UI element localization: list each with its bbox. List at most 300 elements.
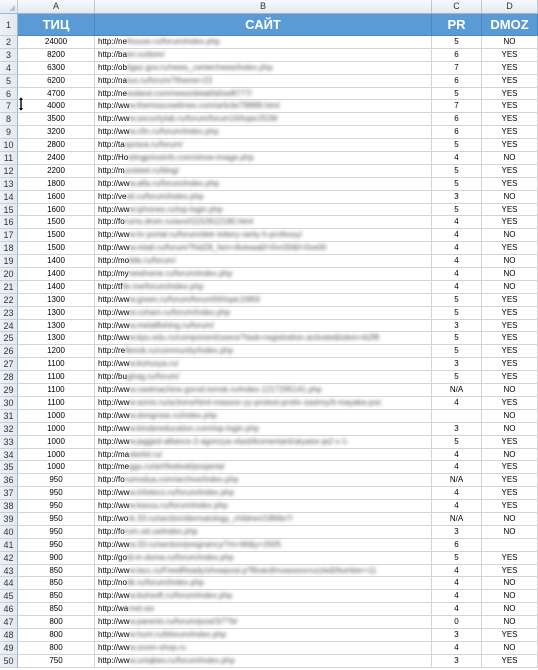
cell-site[interactable] bbox=[95, 165, 432, 178]
cell-pr[interactable]: 5 bbox=[432, 204, 482, 217]
table-row bbox=[0, 616, 538, 629]
cell-site[interactable] bbox=[95, 577, 432, 590]
cell-pr[interactable]: 4 bbox=[432, 565, 482, 578]
row-header[interactable]: 46 bbox=[0, 603, 18, 616]
table-row bbox=[0, 281, 538, 294]
cell-tic[interactable]: 1000 bbox=[18, 410, 95, 423]
cell-dmoz[interactable]: YES bbox=[482, 242, 538, 255]
cell-pr[interactable]: 4 bbox=[432, 577, 482, 590]
row-header[interactable]: 15 bbox=[0, 204, 18, 217]
cell-site[interactable] bbox=[95, 384, 432, 397]
row-header[interactable]: 26 bbox=[0, 345, 18, 358]
cell-pr[interactable]: 5 bbox=[432, 178, 482, 191]
cell-dmoz[interactable]: YES bbox=[482, 332, 538, 345]
row-header[interactable]: 36 bbox=[0, 474, 18, 487]
table-row bbox=[0, 14, 538, 36]
cell-pr[interactable]: 5 bbox=[432, 88, 482, 101]
cell-tic[interactable]: 6200 bbox=[18, 75, 95, 88]
cell-site[interactable] bbox=[95, 474, 432, 487]
url-blurred: w.hr-portal.ru/forum/detr-lottery-rarity-h-professy/ bbox=[129, 230, 303, 240]
cell-dmoz[interactable]: NO bbox=[482, 255, 538, 268]
row-header[interactable]: 43 bbox=[0, 565, 18, 578]
cell-tic[interactable]: 1500 bbox=[18, 216, 95, 229]
url-blurred: w.themoscowtimes.com/article/78888.html bbox=[129, 101, 280, 111]
row-header[interactable]: 47 bbox=[0, 616, 18, 629]
cell-dmoz[interactable]: YES bbox=[482, 345, 538, 358]
cell-dmoz[interactable]: YES bbox=[482, 358, 538, 371]
cell-site[interactable] bbox=[95, 139, 432, 152]
url-blurred: w.jagged-alliance-2-agonzya-vlasti/komentarii/ukyator-ja2-v-1- bbox=[129, 436, 350, 446]
cell-tic[interactable]: 1300 bbox=[18, 320, 95, 333]
cell-tic[interactable]: 4700 bbox=[18, 88, 95, 101]
cell-pr[interactable]: 4 bbox=[432, 281, 482, 294]
url-prefix: http://m bbox=[98, 165, 125, 175]
cell-pr[interactable]: 5 bbox=[432, 332, 482, 345]
cell-pr[interactable]: 4 bbox=[432, 397, 482, 410]
cell-pr[interactable]: 6 bbox=[432, 539, 482, 552]
column-header-c[interactable]: C bbox=[432, 0, 482, 13]
row-header[interactable]: 45 bbox=[0, 590, 18, 603]
cell-pr[interactable]: 4 bbox=[432, 268, 482, 281]
row-header[interactable]: 11 bbox=[0, 152, 18, 165]
row-header[interactable]: 40 bbox=[0, 526, 18, 539]
cell-tic[interactable]: 1100 bbox=[18, 397, 95, 410]
cell-tic[interactable]: 850 bbox=[18, 603, 95, 616]
cell-pr[interactable]: N/A bbox=[432, 384, 482, 397]
cell-pr[interactable]: 4 bbox=[432, 603, 482, 616]
cell-tic[interactable]: 900 bbox=[18, 552, 95, 565]
cell-tic[interactable]: 4000 bbox=[18, 100, 95, 113]
row-header[interactable]: 25 bbox=[0, 332, 18, 345]
cell-pr[interactable]: N/A bbox=[432, 474, 482, 487]
row-header[interactable]: 28 bbox=[0, 371, 18, 384]
cell-site[interactable] bbox=[95, 191, 432, 204]
cell-dmoz[interactable]: NO bbox=[482, 577, 538, 590]
cell-tic[interactable]: 750 bbox=[18, 655, 95, 668]
cell-tic[interactable]: 2200 bbox=[18, 165, 95, 178]
cell-tic[interactable]: 1300 bbox=[18, 294, 95, 307]
table-row bbox=[0, 461, 538, 474]
cell-site[interactable] bbox=[95, 307, 432, 320]
cell-dmoz[interactable]: YES bbox=[482, 178, 538, 191]
cell-pr[interactable]: 5 bbox=[432, 552, 482, 565]
table-row bbox=[0, 178, 538, 191]
cell-pr[interactable]: 5 bbox=[432, 36, 482, 49]
cell-site[interactable] bbox=[95, 616, 432, 629]
row-header[interactable]: 1 bbox=[0, 14, 18, 36]
cell-site[interactable] bbox=[95, 152, 432, 165]
row-header[interactable]: 37 bbox=[0, 487, 18, 500]
table-row bbox=[0, 204, 538, 217]
cell-dmoz[interactable]: YES bbox=[482, 371, 538, 384]
cell-dmoz[interactable]: NO bbox=[482, 449, 538, 462]
cell-pr[interactable]: 3 bbox=[432, 320, 482, 333]
table-row bbox=[0, 268, 538, 281]
cell-dmoz[interactable]: NO bbox=[482, 513, 538, 526]
cell-dmoz[interactable]: YES bbox=[482, 500, 538, 513]
cell-tic[interactable]: 1300 bbox=[18, 332, 95, 345]
row-header[interactable]: 14 bbox=[0, 191, 18, 204]
cell-dmoz[interactable]: NO bbox=[482, 384, 538, 397]
cell-tic[interactable]: 1600 bbox=[18, 191, 95, 204]
table-row bbox=[0, 577, 538, 590]
cell-dmoz[interactable]: YES bbox=[482, 487, 538, 500]
row-header[interactable]: 12 bbox=[0, 165, 18, 178]
cell-site[interactable] bbox=[95, 500, 432, 513]
cell-pr[interactable]: 4 bbox=[432, 255, 482, 268]
cell-tic[interactable]: 3200 bbox=[18, 126, 95, 139]
cell-site[interactable] bbox=[95, 332, 432, 345]
cell-site[interactable] bbox=[95, 178, 432, 191]
cell-site[interactable] bbox=[95, 590, 432, 603]
cell-site[interactable] bbox=[95, 100, 432, 113]
cell-tic[interactable]: 1400 bbox=[18, 281, 95, 294]
cell-site[interactable] bbox=[95, 62, 432, 75]
cell-tic[interactable]: 1800 bbox=[18, 178, 95, 191]
url-blurred: w.uniqkiev.ru/forum/index.php bbox=[129, 655, 235, 665]
cell-pr[interactable]: 7 bbox=[432, 100, 482, 113]
url-prefix: http://ma bbox=[98, 449, 130, 459]
cell-dmoz[interactable]: NO bbox=[482, 410, 538, 423]
cell-site[interactable] bbox=[95, 539, 432, 552]
select-all-button[interactable] bbox=[0, 0, 18, 13]
cell-tic[interactable]: 950 bbox=[18, 474, 95, 487]
cell-tic[interactable]: 950 bbox=[18, 487, 95, 500]
cell-tic[interactable]: 2400 bbox=[18, 152, 95, 165]
url-blurred: thouse.ru/forum/index.php bbox=[126, 37, 220, 46]
cell-dmoz[interactable]: NO bbox=[482, 590, 538, 603]
cell-pr[interactable]: 4 bbox=[432, 590, 482, 603]
cell-tic[interactable]: 3500 bbox=[18, 113, 95, 126]
url-prefix: http://ww bbox=[98, 114, 130, 124]
cell-tic[interactable]: 1500 bbox=[18, 242, 95, 255]
cell-site[interactable] bbox=[95, 345, 432, 358]
cell-site[interactable] bbox=[95, 126, 432, 139]
cell-tic[interactable]: 950 bbox=[18, 539, 95, 552]
row-header[interactable]: 22 bbox=[0, 294, 18, 307]
cell-pr[interactable]: 6 bbox=[432, 75, 482, 88]
row-header[interactable]: 23 bbox=[0, 307, 18, 320]
row-header[interactable]: 42 bbox=[0, 552, 18, 565]
row-header[interactable]: 9 bbox=[0, 126, 18, 139]
cell-site[interactable] bbox=[95, 423, 432, 436]
cell-tic[interactable]: 2800 bbox=[18, 139, 95, 152]
url-blurred: rk.33.ru/section/dermatology_children/1866e7/ bbox=[128, 513, 293, 523]
cell-dmoz[interactable]: YES bbox=[482, 307, 538, 320]
cell-dmoz[interactable]: YES bbox=[482, 49, 538, 62]
cell-pr[interactable]: 4 bbox=[432, 229, 482, 242]
url-prefix: http://ww bbox=[98, 642, 130, 652]
cell-dmoz[interactable]: YES bbox=[482, 126, 538, 139]
table-row bbox=[0, 191, 538, 204]
header-cell-tic[interactable]: ТИЦ bbox=[18, 14, 95, 36]
cell-pr[interactable]: 5 bbox=[432, 371, 482, 384]
cell-site[interactable] bbox=[95, 229, 432, 242]
cell-site[interactable] bbox=[95, 449, 432, 462]
cell-site[interactable] bbox=[95, 75, 432, 88]
row-header[interactable]: 29 bbox=[0, 384, 18, 397]
cell-tic[interactable]: 1000 bbox=[18, 436, 95, 449]
cell-tic[interactable]: 1100 bbox=[18, 371, 95, 384]
row-header[interactable]: 31 bbox=[0, 410, 18, 423]
cell-pr[interactable]: 5 bbox=[432, 139, 482, 152]
row-header[interactable]: 10 bbox=[0, 139, 18, 152]
cell-pr[interactable]: 5 bbox=[432, 165, 482, 178]
cell-dmoz[interactable]: YES bbox=[482, 629, 538, 642]
cell-pr[interactable]: 5 bbox=[432, 294, 482, 307]
cell-dmoz[interactable]: YES bbox=[482, 62, 538, 75]
url-prefix: http://mo bbox=[98, 256, 130, 266]
cell-tic[interactable]: 1200 bbox=[18, 345, 95, 358]
cell-pr[interactable]: 6 bbox=[432, 49, 482, 62]
cell-dmoz[interactable]: YES bbox=[482, 204, 538, 217]
url-blurred: w.kuhusya.ru/ bbox=[129, 359, 179, 369]
cell-site[interactable] bbox=[95, 294, 432, 307]
cell-pr[interactable]: N/A bbox=[432, 513, 482, 526]
url-prefix: http://no bbox=[98, 578, 127, 588]
cell-pr[interactable]: 4 bbox=[432, 216, 482, 229]
cell-dmoz[interactable]: YES bbox=[482, 655, 538, 668]
cell-pr[interactable]: 4 bbox=[432, 152, 482, 165]
cell-pr[interactable]: 4 bbox=[432, 642, 482, 655]
cell-pr[interactable]: 4 bbox=[432, 461, 482, 474]
cell-pr[interactable]: 4 bbox=[432, 449, 482, 462]
row-header[interactable]: 21 bbox=[0, 281, 18, 294]
cell-tic[interactable]: 850 bbox=[18, 565, 95, 578]
cell-tic[interactable]: 1000 bbox=[18, 449, 95, 462]
row-header[interactable]: 13 bbox=[0, 178, 18, 191]
cell-pr[interactable]: 6 bbox=[432, 126, 482, 139]
cell-dmoz[interactable]: NO bbox=[482, 526, 538, 539]
cell-site[interactable] bbox=[95, 642, 432, 655]
row-header[interactable]: 30 bbox=[0, 397, 18, 410]
table-row bbox=[0, 487, 538, 500]
cell-tic[interactable]: 1100 bbox=[18, 384, 95, 397]
cell-dmoz[interactable]: YES bbox=[482, 216, 538, 229]
cell-dmoz[interactable]: YES bbox=[482, 165, 538, 178]
row-header[interactable]: 39 bbox=[0, 513, 18, 526]
row-header[interactable]: 27 bbox=[0, 358, 18, 371]
cell-site[interactable] bbox=[95, 397, 432, 410]
cell-tic[interactable]: 950 bbox=[18, 513, 95, 526]
row-header[interactable]: 7 bbox=[0, 100, 18, 113]
cell-tic[interactable]: 1400 bbox=[18, 268, 95, 281]
column-header-a[interactable]: A bbox=[18, 0, 95, 13]
row-header[interactable]: 35 bbox=[0, 461, 18, 474]
cell-tic[interactable]: 24000 bbox=[18, 36, 95, 49]
cell-tic[interactable]: 6300 bbox=[18, 62, 95, 75]
row-header[interactable]: 33 bbox=[0, 436, 18, 449]
row-header[interactable]: 17 bbox=[0, 229, 18, 242]
row-header[interactable]: 16 bbox=[0, 216, 18, 229]
table-row bbox=[0, 590, 538, 603]
row-header[interactable]: 49 bbox=[0, 642, 18, 655]
cell-site[interactable] bbox=[95, 513, 432, 526]
cell-pr[interactable]: 4 bbox=[432, 487, 482, 500]
row-header[interactable]: 32 bbox=[0, 423, 18, 436]
cell-site[interactable] bbox=[95, 88, 432, 101]
cell-pr[interactable]: 4 bbox=[432, 500, 482, 513]
cell-site[interactable] bbox=[95, 436, 432, 449]
cell-pr[interactable]: 5 bbox=[432, 345, 482, 358]
cell-tic[interactable]: 1400 bbox=[18, 255, 95, 268]
cell-dmoz[interactable]: YES bbox=[482, 294, 538, 307]
row-header[interactable]: 6 bbox=[0, 88, 18, 101]
cell-dmoz[interactable]: YES bbox=[482, 320, 538, 333]
url-blurred: ld-in-doma.ru/forum/index.php bbox=[126, 552, 234, 562]
cell-site[interactable] bbox=[95, 204, 432, 217]
header-cell-dmoz[interactable]: DMOZ bbox=[482, 14, 538, 36]
cell-site[interactable] bbox=[95, 603, 432, 616]
row-header[interactable]: 44 bbox=[0, 577, 18, 590]
cell-dmoz[interactable]: NO bbox=[482, 229, 538, 242]
table-row bbox=[0, 255, 538, 268]
cell-site[interactable] bbox=[95, 565, 432, 578]
url-prefix: http://Ho bbox=[98, 153, 129, 163]
cell-site[interactable] bbox=[95, 526, 432, 539]
cell-site[interactable] bbox=[95, 113, 432, 126]
cell-site[interactable] bbox=[95, 216, 432, 229]
row-header[interactable]: 20 bbox=[0, 268, 18, 281]
cell-site[interactable] bbox=[95, 655, 432, 668]
row-header[interactable]: 18 bbox=[0, 242, 18, 255]
cell-site[interactable] bbox=[95, 242, 432, 255]
row-header[interactable]: 19 bbox=[0, 255, 18, 268]
row-header[interactable]: 34 bbox=[0, 449, 18, 462]
cell-site[interactable] bbox=[95, 552, 432, 565]
row-header[interactable]: 5 bbox=[0, 75, 18, 88]
cell-site[interactable] bbox=[95, 461, 432, 474]
cell-site[interactable] bbox=[95, 371, 432, 384]
cell-dmoz[interactable]: YES bbox=[482, 552, 538, 565]
cell-dmoz[interactable]: NO bbox=[482, 616, 538, 629]
cell-dmoz[interactable]: YES bbox=[482, 436, 538, 449]
cell-dmoz[interactable]: YES bbox=[482, 100, 538, 113]
url-blurred: tik.ru/forum/index.php bbox=[126, 578, 204, 588]
cell-dmoz[interactable]: NO bbox=[482, 423, 538, 436]
cell-tic[interactable]: 1300 bbox=[18, 307, 95, 320]
cell-dmoz[interactable]: YES bbox=[482, 139, 538, 152]
cell-site[interactable] bbox=[95, 410, 432, 423]
cell-tic[interactable]: 950 bbox=[18, 526, 95, 539]
row-header[interactable]: 38 bbox=[0, 500, 18, 513]
cell-pr[interactable]: 5 bbox=[432, 307, 482, 320]
table-row bbox=[0, 75, 538, 88]
cell-tic[interactable]: 1600 bbox=[18, 204, 95, 217]
cell-tic[interactable]: 8200 bbox=[18, 49, 95, 62]
cell-tic[interactable]: 800 bbox=[18, 642, 95, 655]
cell-dmoz[interactable]: YES bbox=[482, 474, 538, 487]
cell-dmoz[interactable]: YES bbox=[482, 88, 538, 101]
row-header[interactable]: 24 bbox=[0, 320, 18, 333]
url-prefix: http://ww bbox=[98, 294, 130, 304]
cell-dmoz[interactable]: YES bbox=[482, 461, 538, 474]
url-prefix: http://ww bbox=[98, 333, 130, 343]
cell-tic[interactable]: 1100 bbox=[18, 358, 95, 371]
cell-tic[interactable]: 800 bbox=[18, 629, 95, 642]
column-header-d[interactable]: D bbox=[482, 0, 538, 13]
cell-pr[interactable]: 6 bbox=[432, 113, 482, 126]
cell-dmoz[interactable]: YES bbox=[482, 113, 538, 126]
cell-tic[interactable]: 1000 bbox=[18, 461, 95, 474]
cell-site[interactable] bbox=[95, 255, 432, 268]
cell-dmoz[interactable]: NO bbox=[482, 36, 538, 49]
row-header[interactable]: 3 bbox=[0, 49, 18, 62]
row-header[interactable]: 2 bbox=[0, 36, 18, 49]
cell-dmoz[interactable]: NO bbox=[482, 268, 538, 281]
table-row bbox=[0, 242, 538, 255]
cell-site[interactable] bbox=[95, 36, 432, 49]
cell-tic[interactable]: 850 bbox=[18, 590, 95, 603]
cell-pr[interactable]: 3 bbox=[432, 629, 482, 642]
cell-pr[interactable]: 0 bbox=[432, 616, 482, 629]
row-header[interactable]: 48 bbox=[0, 629, 18, 642]
cell-tic[interactable]: 800 bbox=[18, 616, 95, 629]
table-row bbox=[0, 500, 538, 513]
cell-tic[interactable]: 950 bbox=[18, 500, 95, 513]
row-header[interactable]: 8 bbox=[0, 113, 18, 126]
cell-dmoz[interactable]: YES bbox=[482, 397, 538, 410]
row-header[interactable]: 50 bbox=[0, 655, 18, 668]
header-cell-site[interactable]: САЙТ bbox=[95, 14, 432, 36]
cell-site[interactable] bbox=[95, 487, 432, 500]
url-prefix: http://ww bbox=[98, 629, 130, 639]
cell-site[interactable] bbox=[95, 320, 432, 333]
cell-tic[interactable]: 1000 bbox=[18, 423, 95, 436]
cell-pr[interactable]: 4 bbox=[432, 242, 482, 255]
table-row bbox=[0, 603, 538, 616]
url-prefix: http://fo bbox=[98, 475, 125, 485]
cell-pr[interactable]: 3 bbox=[432, 358, 482, 371]
cell-dmoz[interactable]: NO bbox=[482, 603, 538, 616]
header-cell-pr[interactable]: PR bbox=[432, 14, 482, 36]
cell-dmoz[interactable]: YES bbox=[482, 565, 538, 578]
cell-site[interactable] bbox=[95, 268, 432, 281]
cell-site[interactable] bbox=[95, 281, 432, 294]
cell-dmoz[interactable] bbox=[482, 539, 538, 552]
cell-dmoz[interactable]: NO bbox=[482, 191, 538, 204]
table-row bbox=[0, 62, 538, 75]
cell-site[interactable] bbox=[95, 49, 432, 62]
cell-pr[interactable]: 3 bbox=[432, 191, 482, 204]
row-header[interactable]: 41 bbox=[0, 539, 18, 552]
cell-pr[interactable]: 5 bbox=[432, 436, 482, 449]
cell-dmoz[interactable]: NO bbox=[482, 152, 538, 165]
cell-dmoz[interactable]: NO bbox=[482, 642, 538, 655]
table-row bbox=[0, 307, 538, 320]
cell-pr[interactable] bbox=[432, 410, 482, 423]
row-header[interactable]: 4 bbox=[0, 62, 18, 75]
cell-pr[interactable]: 3 bbox=[432, 655, 482, 668]
cell-site[interactable] bbox=[95, 358, 432, 371]
url-prefix: http://wo bbox=[98, 513, 129, 523]
cell-dmoz[interactable]: YES bbox=[482, 75, 538, 88]
cell-pr[interactable]: 3 bbox=[432, 423, 482, 436]
table-row bbox=[0, 216, 538, 229]
cell-tic[interactable]: 1500 bbox=[18, 229, 95, 242]
table-row bbox=[0, 165, 538, 178]
table-row bbox=[0, 36, 538, 49]
table-row bbox=[0, 397, 538, 410]
cell-pr[interactable]: 7 bbox=[432, 62, 482, 75]
cell-dmoz[interactable]: NO bbox=[482, 281, 538, 294]
cell-tic[interactable]: 850 bbox=[18, 577, 95, 590]
url-blurred: w.alfa.ru/forum/index.php bbox=[129, 178, 219, 188]
column-header-b[interactable]: B bbox=[95, 0, 432, 13]
cell-site[interactable] bbox=[95, 629, 432, 642]
cell-pr[interactable]: 3 bbox=[432, 526, 482, 539]
url-prefix: http://my bbox=[98, 269, 129, 279]
